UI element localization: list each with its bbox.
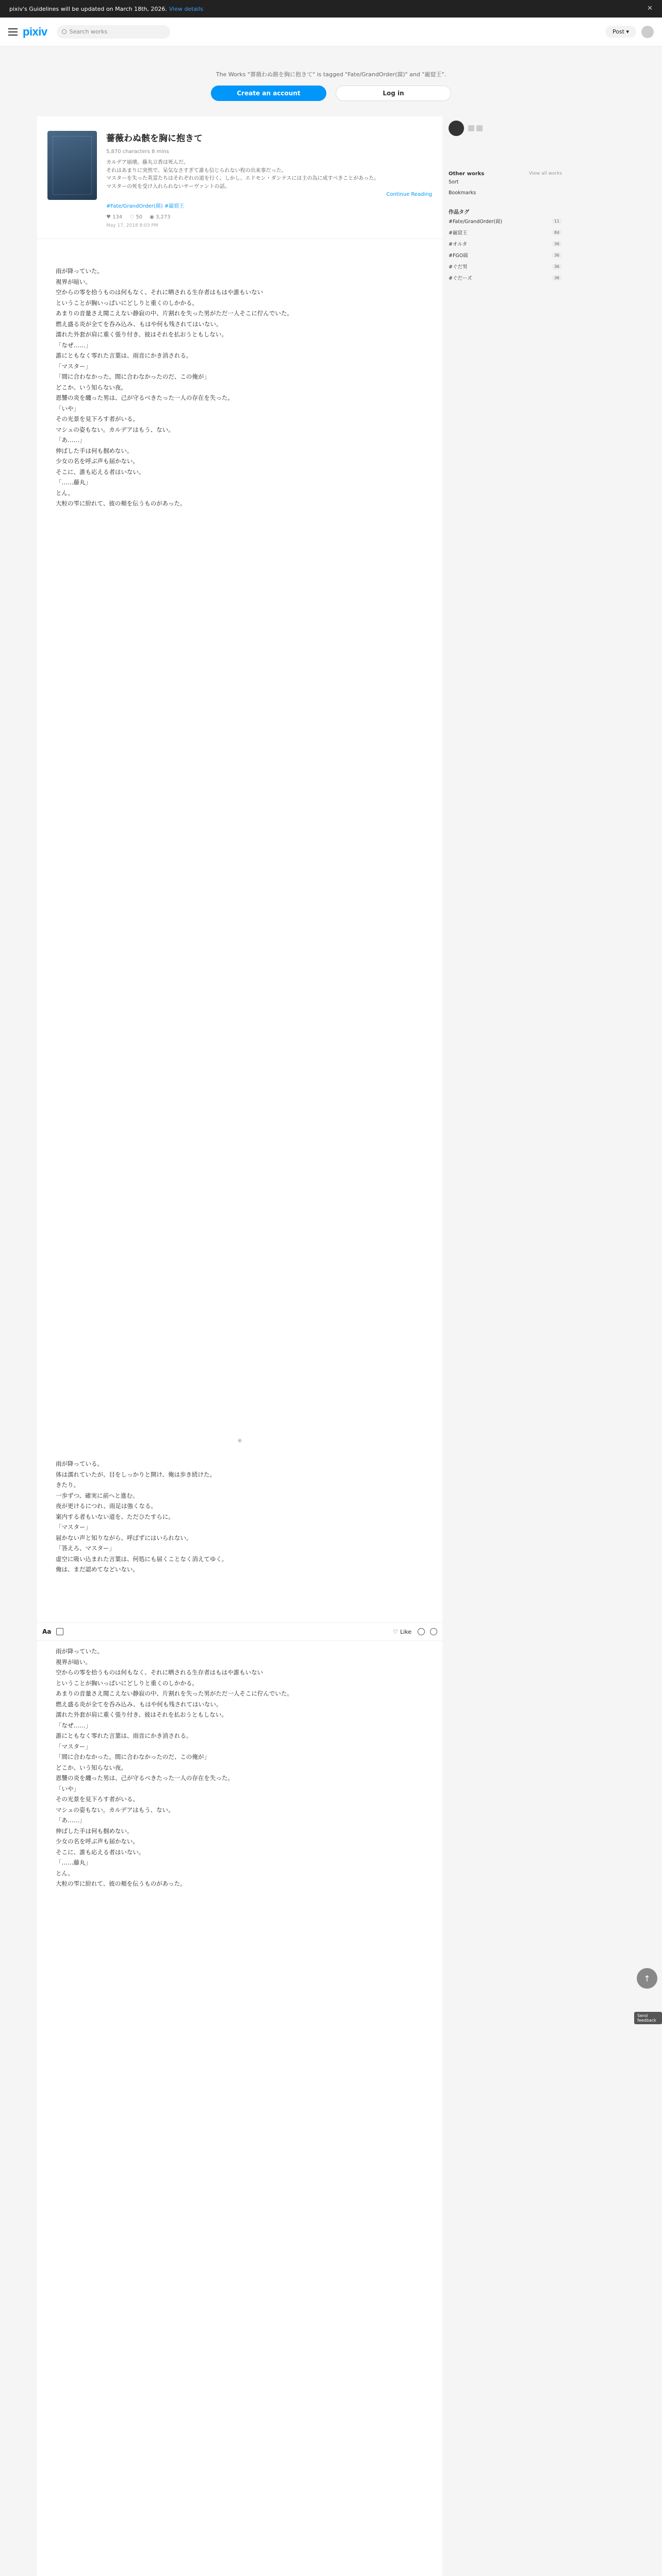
tag-item[interactable] (449, 227, 562, 238)
tag-item[interactable] (449, 238, 562, 249)
notice-link[interactable]: View details (169, 5, 204, 12)
continue-reading-link[interactable]: Continue Reading (386, 192, 432, 197)
logo[interactable]: pixiv (23, 25, 47, 38)
novel-body-part1: 雨が降っていた。 視界が暗い。 空からの零を拾うものは何もなく、それに晒される生存者はもはや誰もいない ということが胸いっぱいにどしりと重くのしかかる。 あまりの音量さえ聞こえない静寂の中、片割れを失った男がただ一人そこに佇んでいた。 燃え盛る炎が全てを呑み込み、もはや何も残されてはいない。 濡れた外套が肩に重く張り付き、彼はそれを払おうともしない。 「なぜ……」 誰にともなく零れた言葉は、雨音にかき消される。 「マスター」 「間に合わなかった。間に合わなかったのだ、この俺が」 どこか、いう知らない夜。 恩讐の炎を纏った男は、己が守るべきたった一人の存在を失った。 「いや」 その光景を見下ろす者がいる。 マシュの姿もない。カルデアはもう、ない。 「あ……」 伸ばした手は何も掴めない。 少女の名を呼ぶ声も届かない。 そこに、誰も応える者はいない。 「……藤丸」 とん。 大粒の雫に紛れて、彼の頬を伝うものがあった。 (56, 267, 293, 507)
novel-main (37, 116, 442, 2576)
tag-item[interactable] (449, 215, 562, 227)
header (0, 18, 662, 46)
tag-name: #FGO腐 (449, 253, 468, 259)
other-works-title: Other works (449, 171, 485, 177)
close-icon[interactable]: ✕ (647, 5, 653, 12)
feedback-button[interactable]: Send feedback (634, 2012, 662, 2024)
login-button[interactable]: Log in (336, 86, 451, 101)
tags-title: 作品タグ (449, 210, 469, 215)
novel-body-part2: 雨が降っている。 体は濡れていたが、目をしっかりと開け、俺は歩き続けた。 きたり。 一歩ずつ、確実に前へと進む。 夜が更けるにつれ、雨足は強くなる。 案内する者もいない道を、ただひたすらに。 「マスター」 届かない声と知りながら、呼ばずにはいられない。 「答えろ、マスター」 虚空に吸い込まれた言葉は、何処にも届くことなく消えてゆく。 俺は、まだ認めてなどいない。 (56, 1460, 228, 1573)
tag-count: 36 (552, 241, 562, 247)
reader-action-bar (37, 1622, 442, 1641)
register-prompt (0, 46, 662, 116)
post-label: Post (612, 28, 624, 35)
view-count: ◉ 3,273 (150, 214, 171, 220)
search-placeholder: Search works (69, 28, 108, 35)
work-tags[interactable]: #Fate/GrandOrder(腐) #巌窟王 (106, 204, 185, 209)
tag-name: #巌窟王 (449, 230, 468, 236)
section-separator: ※ (237, 1437, 242, 1444)
register-message: The Works "薔薇わぬ骸を胸に抱きて" is tagged "Fate/GrandOrder(腐)" and "巌窟王". (216, 71, 446, 78)
view-all-link[interactable]: View all works (528, 171, 562, 176)
font-size-button[interactable]: Aa (42, 1628, 52, 1635)
tag-count: 84 (552, 230, 562, 235)
message-icon[interactable] (476, 125, 483, 131)
tag-count: 36 (552, 252, 562, 258)
cover-image (47, 131, 97, 200)
create-account-button[interactable]: Create an account (211, 86, 326, 101)
tag-item[interactable] (449, 261, 562, 272)
tag-name: #Fate/GrandOrder(腐) (449, 219, 503, 225)
bookmark-count: ♡ 50 (129, 214, 143, 220)
notice-bar (0, 0, 662, 18)
tag-count: 36 (552, 264, 562, 269)
tag-name: #ぐだーズ (449, 276, 472, 281)
tag-count: 11 (552, 218, 562, 224)
search-icon (62, 29, 67, 34)
work-header (37, 116, 442, 239)
tag-item[interactable] (449, 249, 562, 261)
sidebar-item-sort[interactable]: Sort (449, 179, 459, 185)
scroll-top-button[interactable]: ↑ (637, 1968, 657, 1989)
like-count: ♥ 134 (106, 214, 123, 220)
follow-icon[interactable] (468, 125, 474, 131)
novel-body-part3: 雨が降っていた。 視界が暗い。 空からの零を拾うものは何もなく、それに晒される生存者はもはや誰もいない ということが胸いっぱいにどしりと重くのしかかる。 あまりの音量さえ聞こえない静寂の中、片割れを失った男がただ一人そこに佇んでいた。 燃え盛る炎が全てを呑み込み、もはや何も残されてはいない。 濡れた外套が肩に重く張り付き、彼はそれを払おうともしない。 「なぜ……」 誰にともなく零れた言葉は、雨音にかき消される。 「マスター」 「間に合わなかった。間に合わなかったのだ、この俺が」 どこか、いう知らない夜。 恩讐の炎を纏った男は、己が守るべきたった一人の存在を失った。 「いや」 その光景を見下ろす者がいる。 マシュの姿もない。カルデアはもう、ない。 「あ……」 伸ばした手は何も掴めない。 少女の名を呼ぶ声も届かない。 そこに、誰も応える者はいない。 「……藤丸」 とん。 大粒の雫に紛れて、彼の頬を伝うものがあった。 (56, 1648, 293, 1887)
list-icon[interactable] (56, 1628, 63, 1635)
post-button[interactable]: Post ▾ (605, 26, 636, 38)
sidebar (449, 116, 562, 2576)
post-date: May 17, 2018 8:03 PM (106, 223, 158, 228)
tag-name: #オルタ (449, 242, 468, 247)
like-label: Like (400, 1628, 411, 1635)
tag-name: #ぐだ男 (449, 264, 468, 270)
menu-icon[interactable] (8, 28, 18, 36)
heart-icon: ♡ (393, 1628, 399, 1635)
share-icon[interactable] (430, 1628, 437, 1635)
tag-count: 36 (552, 275, 562, 281)
search-input[interactable] (57, 25, 170, 39)
avatar[interactable] (641, 26, 654, 38)
work-meta: 5,870 characters 8 mins (106, 149, 169, 155)
like-button[interactable] (393, 1629, 411, 1635)
bookmark-icon[interactable] (418, 1628, 425, 1635)
tag-item[interactable] (449, 272, 562, 283)
author-avatar[interactable] (449, 121, 464, 136)
sidebar-item-bookmarks[interactable]: Bookmarks (449, 190, 476, 196)
notice-text: pixiv's Guidelines will be updated on March 18th, 2026. (9, 5, 167, 12)
work-description: カルデア崩壊。藤丸立香は死んだ。 それはあまりに突然で、呆気なさすぎて誰も信じられない程の出来事だった。 マスターを失った英霊たちはそれぞれの道を行く。しかし、エドモン・ダンテスには主の為に成すべきことがあった。 マスターの死を受け入れられないサーヴァントの話。 (106, 160, 379, 190)
work-title: 薔薇わぬ骸を胸に抱きて (106, 133, 203, 144)
